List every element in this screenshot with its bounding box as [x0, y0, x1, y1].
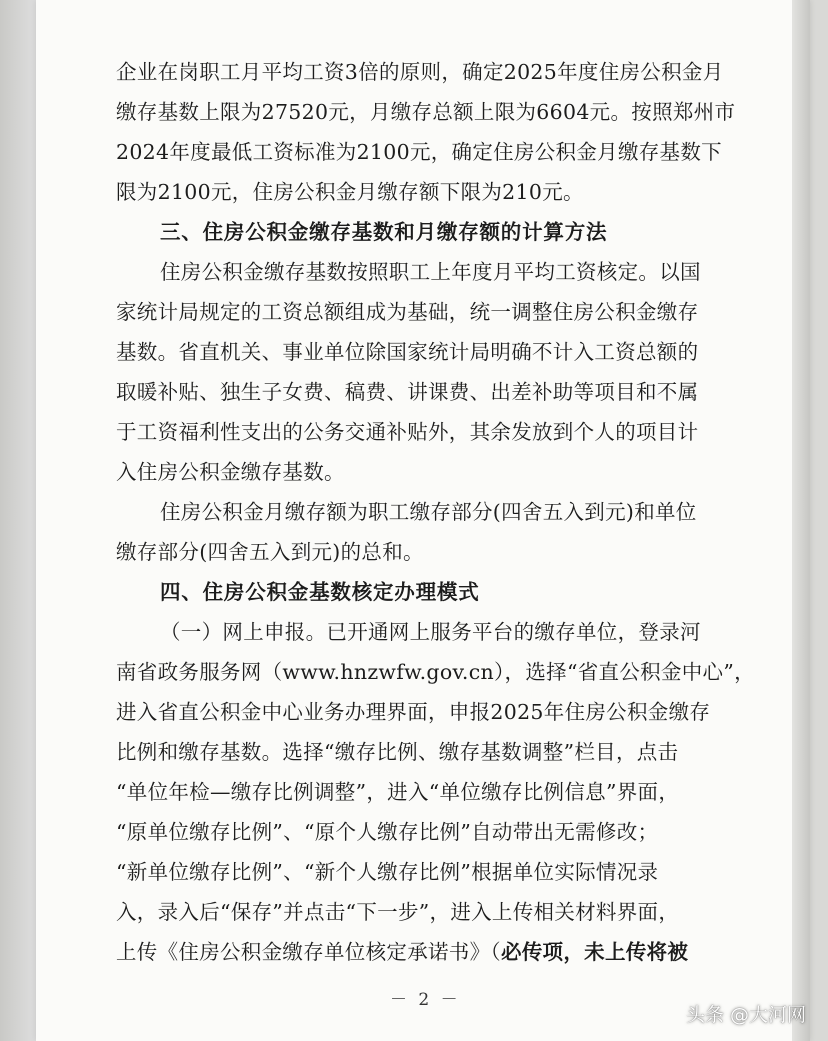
body-line: 比例和缴存基数。选择“缴存比例、缴存基数调整”栏目，点击	[116, 740, 679, 764]
body-line: 家统计局规定的工资总额组成为基础，统一调整住房公积金缴存	[116, 300, 699, 324]
body-line-last-bold: 必传项，未上传将被	[500, 940, 689, 964]
body-line: 入，录入后“保存”并点击“下一步”，进入上传相关材料界面，	[116, 900, 680, 924]
body-line: 南省政务服务网（www.hnzwfw.gov.cn），选择“省直公积金中心”，	[116, 660, 755, 684]
body-line: 基数。省直机关、事业单位除国家统计局明确不计入工资总额的	[116, 340, 699, 364]
body-line: 入住房公积金缴存基数。	[116, 460, 345, 484]
page-shadow-right	[792, 0, 810, 1041]
body-line: （一）网上申报。已开通网上服务平台的缴存单位，登录河	[160, 620, 701, 644]
body-line: 住房公积金月缴存额为职工缴存部分(四舍五入到元)和单位	[160, 500, 697, 524]
body-line-last	[116, 932, 688, 972]
body-line: 进入省直公积金中心业务办理界面，申报2025年住房公积金缴存	[116, 700, 711, 724]
body-line: 2024年度最低工资标准为2100元，确定住房公积金月缴存基数下	[116, 140, 722, 164]
body-line: 缴存部分(四舍五入到元)的总和。	[116, 540, 424, 564]
body-line: “单位年检—缴存比例调整”，进入“单位缴存比例信息”界面，	[116, 780, 680, 804]
body-line: “新单位缴存比例”、“新个人缴存比例”根据单位实际情况录	[116, 860, 659, 884]
body-line: “原单位缴存比例”、“原个人缴存比例”自动带出无需修改；	[116, 820, 659, 844]
section-heading-4: 四、住房公积金基数核定办理模式	[160, 580, 480, 604]
body-line: 缴存基数上限为27520元，月缴存总额上限为6604元。按照郑州市	[116, 100, 736, 124]
body-line: 限为2100元，住房公积金月缴存额下限为210元。	[116, 180, 584, 204]
body-line: 取暖补贴、独生子女费、稿费、讲课费、出差补助等项目和不属	[116, 380, 699, 404]
body-line: 住房公积金缴存基数按照职工上年度月平均工资核定。以国	[160, 260, 701, 284]
source-watermark: 头条 @大河网	[685, 1004, 806, 1026]
body-line-last-regular: 上传《住房公积金缴存单位核定承诺书》（	[116, 940, 501, 964]
page-shadow-left	[0, 0, 36, 1041]
page-number: － 2 －	[390, 990, 461, 1010]
body-line: 企业在岗职工月平均工资3倍的原则，确定2025年度住房公积金月	[116, 60, 724, 84]
section-heading-3: 三、住房公积金缴存基数和月缴存额的计算方法	[160, 220, 608, 244]
body-line: 于工资福利性支出的公务交通补贴外，其余发放到个人的项目计	[116, 420, 699, 444]
